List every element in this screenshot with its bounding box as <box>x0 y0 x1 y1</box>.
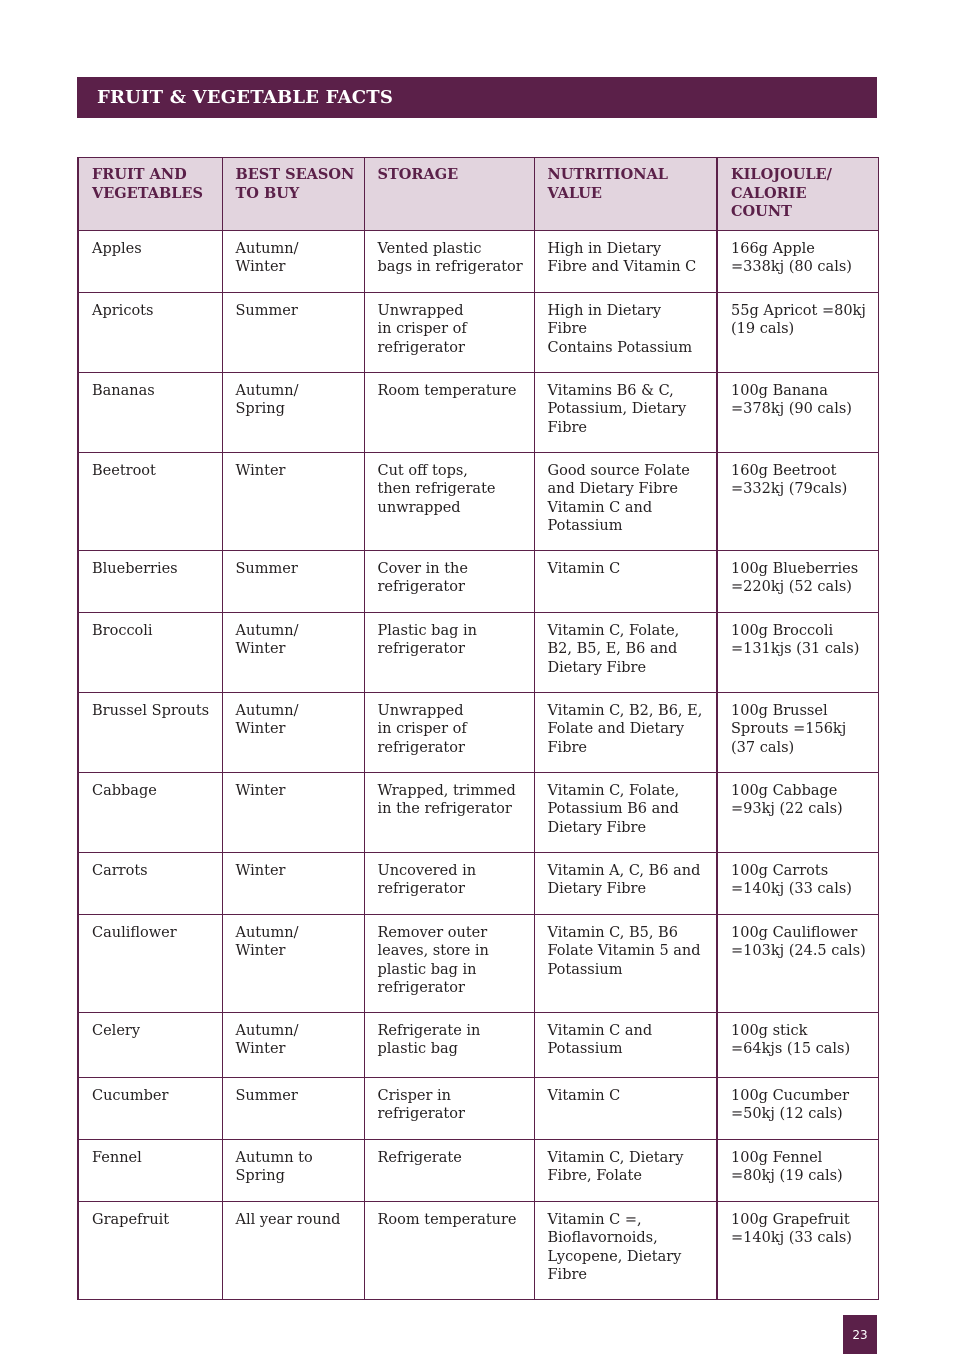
cell-nutrition: Vitamin C <box>534 1077 717 1139</box>
cell-storage: Room temperature <box>364 1201 534 1299</box>
cell-item: Carrots <box>78 852 222 914</box>
cell-nutrition: Vitamin C =, Bioflavornoids, Lycopene, Dietary Fibre <box>534 1201 717 1299</box>
table-row <box>78 550 878 612</box>
cell-season: Summer <box>222 292 364 372</box>
table-row <box>78 692 878 772</box>
cell-item: Broccoli <box>78 612 222 692</box>
cell-season: Autumn to Spring <box>222 1139 364 1201</box>
cell-season: Summer <box>222 1077 364 1139</box>
table-row <box>78 852 878 914</box>
section-title: FRUIT & VEGETABLE FACTS <box>97 87 394 108</box>
column-header-fruit-and-vegetables: FRUIT AND VEGETABLES <box>78 158 222 231</box>
page-number-badge <box>843 1315 877 1354</box>
table-row <box>78 1139 878 1201</box>
cell-nutrition: Vitamin C, B5, B6 Folate Vitamin 5 and Potassium <box>534 914 717 1012</box>
cell-season: Autumn/ Winter <box>222 612 364 692</box>
cell-storage: Crisper in refrigerator <box>364 1077 534 1139</box>
cell-kilojoules: 55g Apricot =80kj (19 cals) <box>717 292 878 372</box>
cell-item: Beetroot <box>78 452 222 550</box>
section-title-banner <box>77 77 877 118</box>
cell-kilojoules: 100g stick =64kjs (15 cals) <box>717 1012 878 1077</box>
cell-kilojoules: 100g Carrots =140kj (33 cals) <box>717 852 878 914</box>
column-header-nutritional-value: NUTRITIONAL VALUE <box>534 158 717 231</box>
cell-kilojoules: 100g Cucumber =50kj (12 cals) <box>717 1077 878 1139</box>
cell-storage: Vented plastic bags in refrigerator <box>364 230 534 292</box>
cell-nutrition: High in Dietary Fibre and Vitamin C <box>534 230 717 292</box>
table-row <box>78 772 878 852</box>
cell-season: Winter <box>222 452 364 550</box>
cell-nutrition: Vitamin C, Dietary Fibre, Folate <box>534 1139 717 1201</box>
cell-season: Autumn/ Winter <box>222 914 364 1012</box>
cell-nutrition: High in Dietary Fibre Contains Potassium <box>534 292 717 372</box>
cell-item: Cauliflower <box>78 914 222 1012</box>
cell-kilojoules: 100g Brussel Sprouts =156kj (37 cals) <box>717 692 878 772</box>
cell-kilojoules: 100g Grapefruit =140kj (33 cals) <box>717 1201 878 1299</box>
column-header-kilojoule-calorie: KILOJOULE/ CALORIE COUNT <box>717 158 878 231</box>
cell-item: Blueberries <box>78 550 222 612</box>
cell-storage: Room temperature <box>364 372 534 452</box>
cell-storage: Cut off tops, then refrigerate unwrapped <box>364 452 534 550</box>
cell-item: Celery <box>78 1012 222 1077</box>
cell-kilojoules: 100g Blueberries =220kj (52 cals) <box>717 550 878 612</box>
cell-storage: Cover in the refrigerator <box>364 550 534 612</box>
table-row <box>78 612 878 692</box>
cell-season: All year round <box>222 1201 364 1299</box>
table-row <box>78 292 878 372</box>
cell-storage: Plastic bag in refrigerator <box>364 612 534 692</box>
cell-item: Apples <box>78 230 222 292</box>
cell-season: Autumn/ Spring <box>222 372 364 452</box>
table-row <box>78 230 878 292</box>
cell-season: Autumn/ Winter <box>222 1012 364 1077</box>
cell-kilojoules: 160g Beetroot =332kj (79cals) <box>717 452 878 550</box>
cell-storage: Uncovered in refrigerator <box>364 852 534 914</box>
table-row <box>78 1077 878 1139</box>
cell-season: Winter <box>222 852 364 914</box>
cell-kilojoules: 166g Apple =338kj (80 cals) <box>717 230 878 292</box>
cell-season: Winter <box>222 772 364 852</box>
cell-kilojoules: 100g Cabbage =93kj (22 cals) <box>717 772 878 852</box>
cell-nutrition: Vitamin C <box>534 550 717 612</box>
table-row <box>78 914 878 1012</box>
fruit-vegetable-facts-table <box>77 157 879 1300</box>
cell-item: Cabbage <box>78 772 222 852</box>
cell-kilojoules: 100g Cauliflower =103kj (24.5 cals) <box>717 914 878 1012</box>
cell-nutrition: Good source Folate and Dietary Fibre Vitamin C and Potassium <box>534 452 717 550</box>
table-row <box>78 1012 878 1077</box>
cell-nutrition: Vitamin C and Potassium <box>534 1012 717 1077</box>
table-row <box>78 372 878 452</box>
column-header-storage: STORAGE <box>364 158 534 231</box>
table-row <box>78 1201 878 1299</box>
cell-item: Brussel Sprouts <box>78 692 222 772</box>
cell-item: Cucumber <box>78 1077 222 1139</box>
table-header-row <box>78 158 878 231</box>
cell-nutrition: Vitamin A, C, B6 and Dietary Fibre <box>534 852 717 914</box>
cell-storage: Remover outer leaves, store in plastic bag in refrigerator <box>364 914 534 1012</box>
cell-item: Apricots <box>78 292 222 372</box>
cell-season: Summer <box>222 550 364 612</box>
cell-kilojoules: 100g Banana =378kj (90 cals) <box>717 372 878 452</box>
cell-item: Bananas <box>78 372 222 452</box>
cell-kilojoules: 100g Fennel =80kj (19 cals) <box>717 1139 878 1201</box>
cell-storage: Wrapped, trimmed in the refrigerator <box>364 772 534 852</box>
page-number: 23 <box>852 1327 868 1342</box>
table-row <box>78 452 878 550</box>
cell-nutrition: Vitamin C, Folate, Potassium B6 and Dietary Fibre <box>534 772 717 852</box>
cell-kilojoules: 100g Broccoli =131kjs (31 cals) <box>717 612 878 692</box>
cell-item: Fennel <box>78 1139 222 1201</box>
cell-nutrition: Vitamin C, Folate, B2, B5, E, B6 and Dietary Fibre <box>534 612 717 692</box>
cell-season: Autumn/ Winter <box>222 692 364 772</box>
cell-storage: Unwrapped in crisper of refrigerator <box>364 292 534 372</box>
cell-nutrition: Vitamin C, B2, B6, E, Folate and Dietary Fibre <box>534 692 717 772</box>
cell-season: Autumn/ Winter <box>222 230 364 292</box>
cell-storage: Unwrapped in crisper of refrigerator <box>364 692 534 772</box>
column-header-best-season: BEST SEASON TO BUY <box>222 158 364 231</box>
cell-nutrition: Vitamins B6 & C, Potassium, Dietary Fibre <box>534 372 717 452</box>
cell-storage: Refrigerate in plastic bag <box>364 1012 534 1077</box>
cell-item: Grapefruit <box>78 1201 222 1299</box>
cell-storage: Refrigerate <box>364 1139 534 1201</box>
